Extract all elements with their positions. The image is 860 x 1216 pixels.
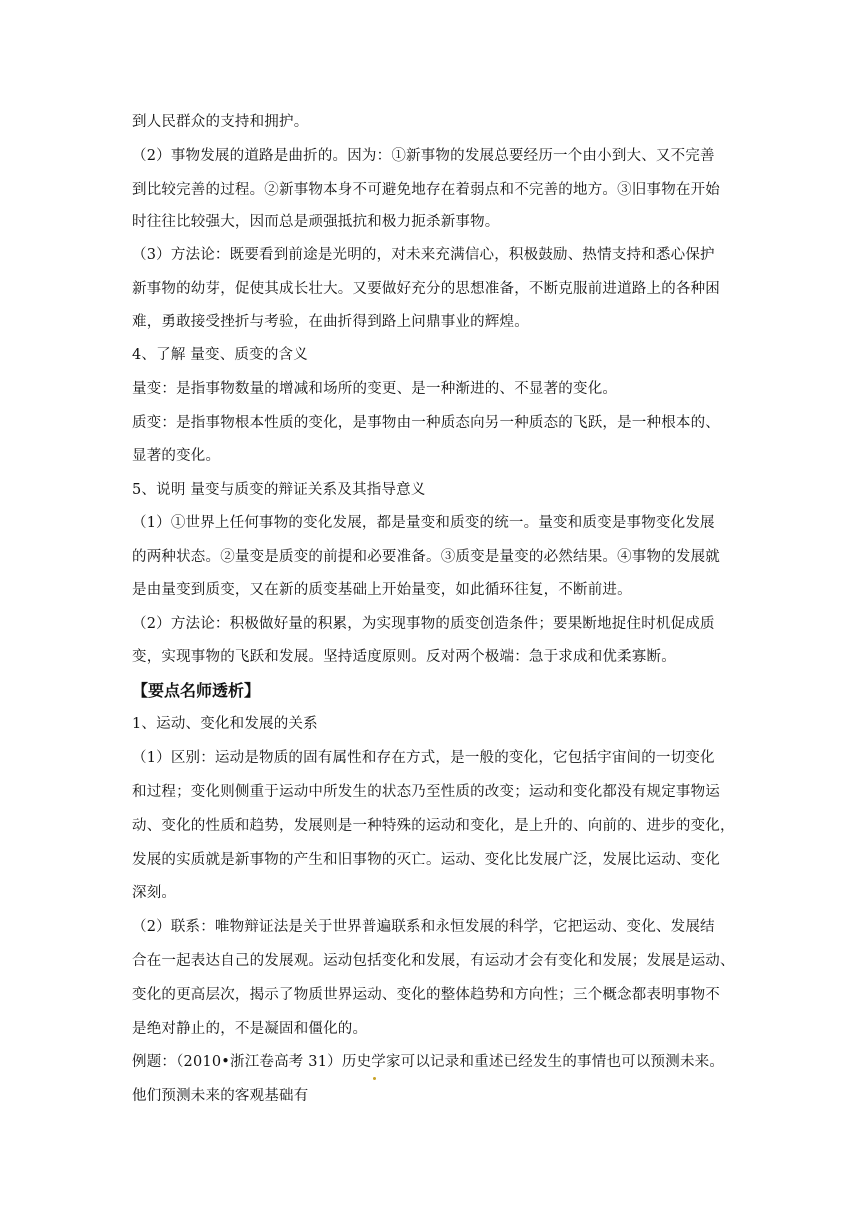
text-line: 动、变化的性质和趋势，发展则是一种特殊的运动和变化，是上升的、向前的、进步的变化，	[132, 818, 735, 834]
text-line: 4、了解 量变、质变的含义	[132, 347, 308, 363]
text-line: 到比较完善的过程。②新事物本身不可避免地存在着弱点和不完善的地方。③旧事物在开始	[132, 182, 720, 198]
text-line: （2）事物发展的道路是曲折的。因为：①新事物的发展总要经历一个由小到大、又不完善	[132, 148, 715, 164]
stray-mark	[373, 1077, 376, 1080]
text-line: 是由量变到质变，又在新的质变基础上开始量变，如此循环往复，不断前进。	[132, 582, 632, 598]
text-line: 是绝对静止的，不是凝固和僵化的。	[132, 1021, 368, 1037]
section-heading: 【要点名师透析】	[132, 681, 261, 700]
text-line: （2）方法论：积极做好量的积累，为实现事物的质变创造条件；要果断地捉住时机促成质	[132, 616, 715, 632]
text-line: 时往往比较强大，因而总是顽强抵抗和极力扼杀新事物。	[132, 214, 500, 230]
text-line: 深刻。	[132, 885, 177, 901]
text-line: 发展的实质就是新事物的产生和旧事物的灭亡。运动、变化比发展广泛，发展比运动、变化	[132, 852, 720, 868]
text-line: 和过程；变化则侧重于运动中所发生的状态乃至性质的改变；运动和变化都没有规定事物运	[132, 784, 720, 800]
text-line: 合在一起表达自己的发展观。运动包括变化和发展，有运动才会有变化和发展；发展是运动、	[132, 953, 735, 969]
text-line: （3）方法论：既要看到前途是光明的，对未来充满信心，积极鼓励、热情支持和悉心保护	[132, 247, 715, 263]
text-line: （1）区别：运动是物质的固有属性和存在方式，是一般的变化，它包括宇宙间的一切变化	[132, 750, 715, 766]
text-line: 新事物的幼芽，促使其成长壮大。又要做好充分的思想准备，不断克服前进道路上的各种困	[132, 281, 720, 297]
text-line: 变化的更高层次，揭示了物质世界运动、变化的整体趋势和方向性；三个概念都表明事物不	[132, 987, 720, 1003]
text-line: 质变：是指事物根本性质的变化，是事物由一种质态向另一种质态的飞跃，是一种根本的、	[132, 415, 720, 431]
text-line: 难，勇敢接受挫折与考验，在曲折得到路上问鼎事业的辉煌。	[132, 314, 529, 330]
text-line: 到人民群众的支持和拥护。	[132, 114, 309, 130]
text-line: 1、运动、变化和发展的关系	[132, 716, 318, 732]
text-line: 显著的变化。	[132, 448, 221, 464]
text-line: 他们预测未来的客观基础有	[132, 1088, 309, 1104]
text-line: （2）联系：唯物辩证法是关于世界普遍联系和永恒发展的科学，它把运动、变化、发展结	[132, 919, 715, 935]
text-line: （1）①世界上任何事物的变化发展，都是量变和质变的统一。量变和质变是事物变化发展	[132, 515, 715, 531]
text-line: 变，实现事物的飞跃和发展。坚持适度原则。反对两个极端：急于求成和优柔寡断。	[132, 649, 676, 665]
text-line: 的两种状态。②量变是质变的前提和必要准备。③质变是量变的必然结果。④事物的发展就	[132, 549, 720, 565]
text-line: 量变：是指事物数量的增减和场所的变更、是一种渐进的、不显著的变化。	[132, 381, 618, 397]
text-line: 5、说明 量变与质变的辩证关系及其指导意义	[132, 482, 426, 498]
text-line: 例题：（2010•浙江卷高考 31）历史学家可以记录和重述已经发生的事情也可以预测未来。	[132, 1054, 725, 1070]
